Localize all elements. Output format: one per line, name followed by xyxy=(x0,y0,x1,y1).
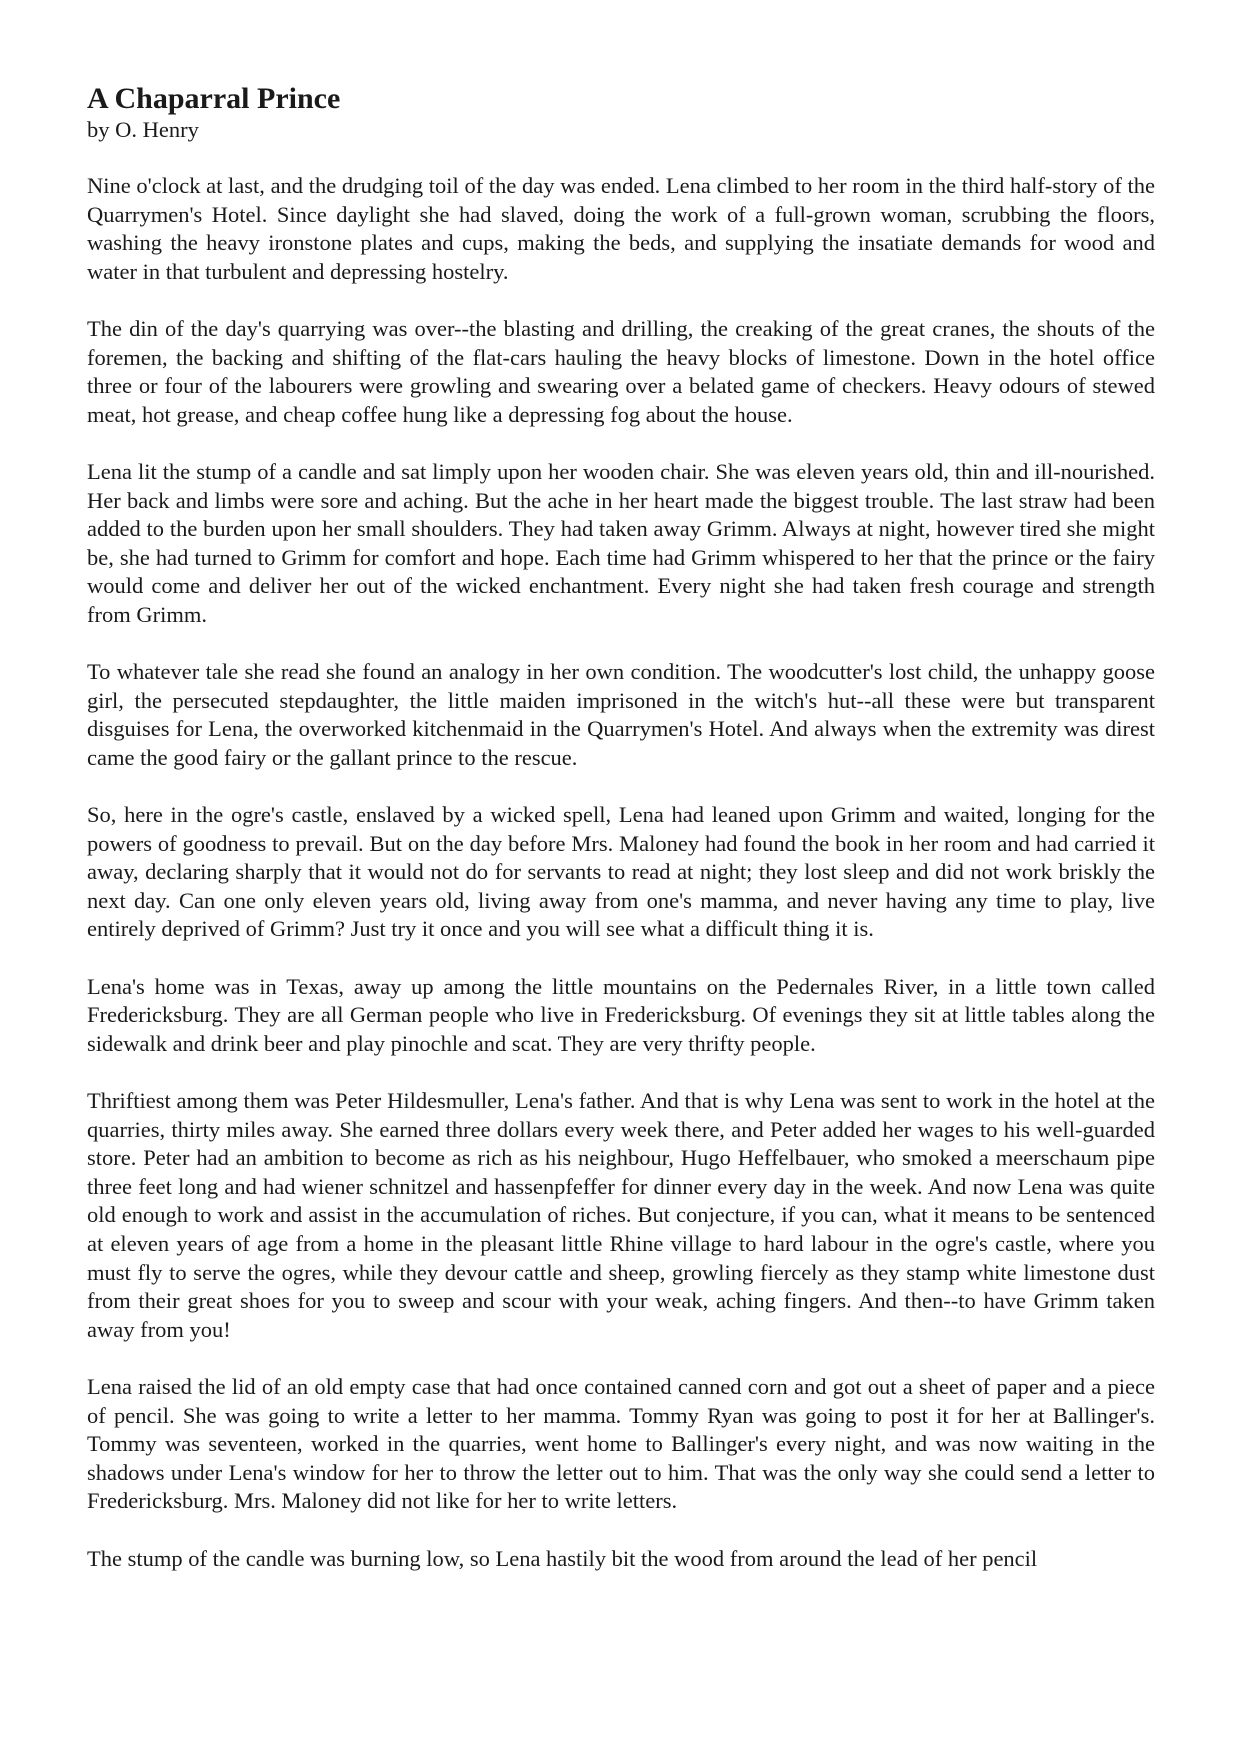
paragraph: Nine o'clock at last, and the drudging toil of the day was ended. Lena climbed to her room in the third half-story of the Quarrymen's Hotel. Since daylight she had slaved, doing the work of a full-grown woman, scrubbing the floors, washing the heavy ironstone plates and cups, making the beds, and supplying the insatiate demands for wood and water in that turbulent and depressing hostelry. xyxy=(87,173,1155,284)
paragraph: The stump of the candle was burning low, so Lena hastily bit the wood from around the lead of her pencil xyxy=(87,1545,1038,1571)
author-byline: by O. Henry xyxy=(87,117,199,142)
paragraph: Lena's home was in Texas, away up among the little mountains on the Pedernales River, in a little town called Fredericksburg. They are all German people who live in Fredericksburg. Of evenings they sit at little tables along the sidewalk and drink beer and play pinochle and scat. They are very thrifty people. xyxy=(87,973,1155,1056)
paragraph: To whatever tale she read she found an analogy in her own condition. The woodcutter's lost child, the unhappy goose girl, the persecuted stepdaughter, the little maiden imprisoned in the witch's hut--all these were but transparent disguises for Lena, the overworked kitchenmaid in the Quarrymen's Hotel. And always when the extremity was direst came the good fairy or the gallant prince to the rescue. xyxy=(87,659,1155,770)
paragraph: So, here in the ogre's castle, enslaved by a wicked spell, Lena had leaned upon Grimm and waited, longing for the powers of goodness to prevail. But on the day before Mrs. Maloney had found the book in her room and had carried it away, declaring sharply that it would not do for servants to read at night; they lost sleep and did not work briskly the next day. Can one only eleven years old, living away from one's mamma, and never having any time to play, live entirely deprived of Grimm? Just try it once and you will see what a difficult thing it is. xyxy=(87,802,1155,942)
document-page xyxy=(87,82,1155,1602)
paragraph: Lena raised the lid of an old empty case that had once contained canned corn and got out a sheet of paper and a piece of pencil. She was going to write a letter to her mamma. Tommy Ryan was going to post it for her at Ballinger's. Tommy was seventeen, worked in the quarries, went home to Ballinger's every night, and was now waiting in the shadows under Lena's window for her to throw the letter out to him. That was the only way she could send a letter to Fredericksburg. Mrs. Maloney did not like for her to write letters. xyxy=(87,1373,1155,1514)
paragraph: The din of the day's quarrying was over--the blasting and drilling, the creaking of the great cranes, the shouts of the foremen, the backing and shifting of the flat-cars hauling the heavy blocks of limestone. Down in the hotel office three or four of the labourers were growling and swearing over a belated game of checkers. Heavy odours of stewed meat, hot grease, and cheap coffee hung like a depressing fog about the house. xyxy=(87,315,1155,427)
paragraph: Thriftiest among them was Peter Hildesmuller, Lena's father. And that is why Lena was sent to work in the hotel at the quarries, thirty miles away. She earned three dollars every week there, and Peter added her wages to his well-guarded store. Peter had an ambition to become as rich as his neighbour, Hugo Heffelbauer, who smoked a meerschaum pipe three feet long and had wiener schnitzel and hassenpfeffer for dinner every day in the week. And now Lena was quite old enough to work and assist in the accumulation of riches. But conjecture, if you can, what it means to be sentenced at eleven years of age from a home in the pleasant little Rhine village to hard labour in the ogre's castle, where you must fly to serve the ogres, while they devour cattle and sheep, growling fiercely as they stamp white limestone dust from their great shoes for you to sweep and scour with your weak, aching fingers. And then--to have Grimm taken away from you! xyxy=(87,1088,1155,1342)
page-title: A Chaparral Prince xyxy=(87,82,341,115)
paragraph: Lena lit the stump of a candle and sat limply upon her wooden chair. She was eleven years old, thin and ill-nourished. Her back and limbs were sore and aching. But the ache in her heart made the biggest trouble. The last straw had been added to the burden upon her small shoulders. They had taken away Grimm. Always at night, however tired she might be, she had turned to Grimm for comfort and hope. Each time had Grimm whispered to her that the prince or the fairy would come and deliver her out of the wicked enchantment. Every night she had taken fresh courage and strength from Grimm. xyxy=(87,458,1155,627)
